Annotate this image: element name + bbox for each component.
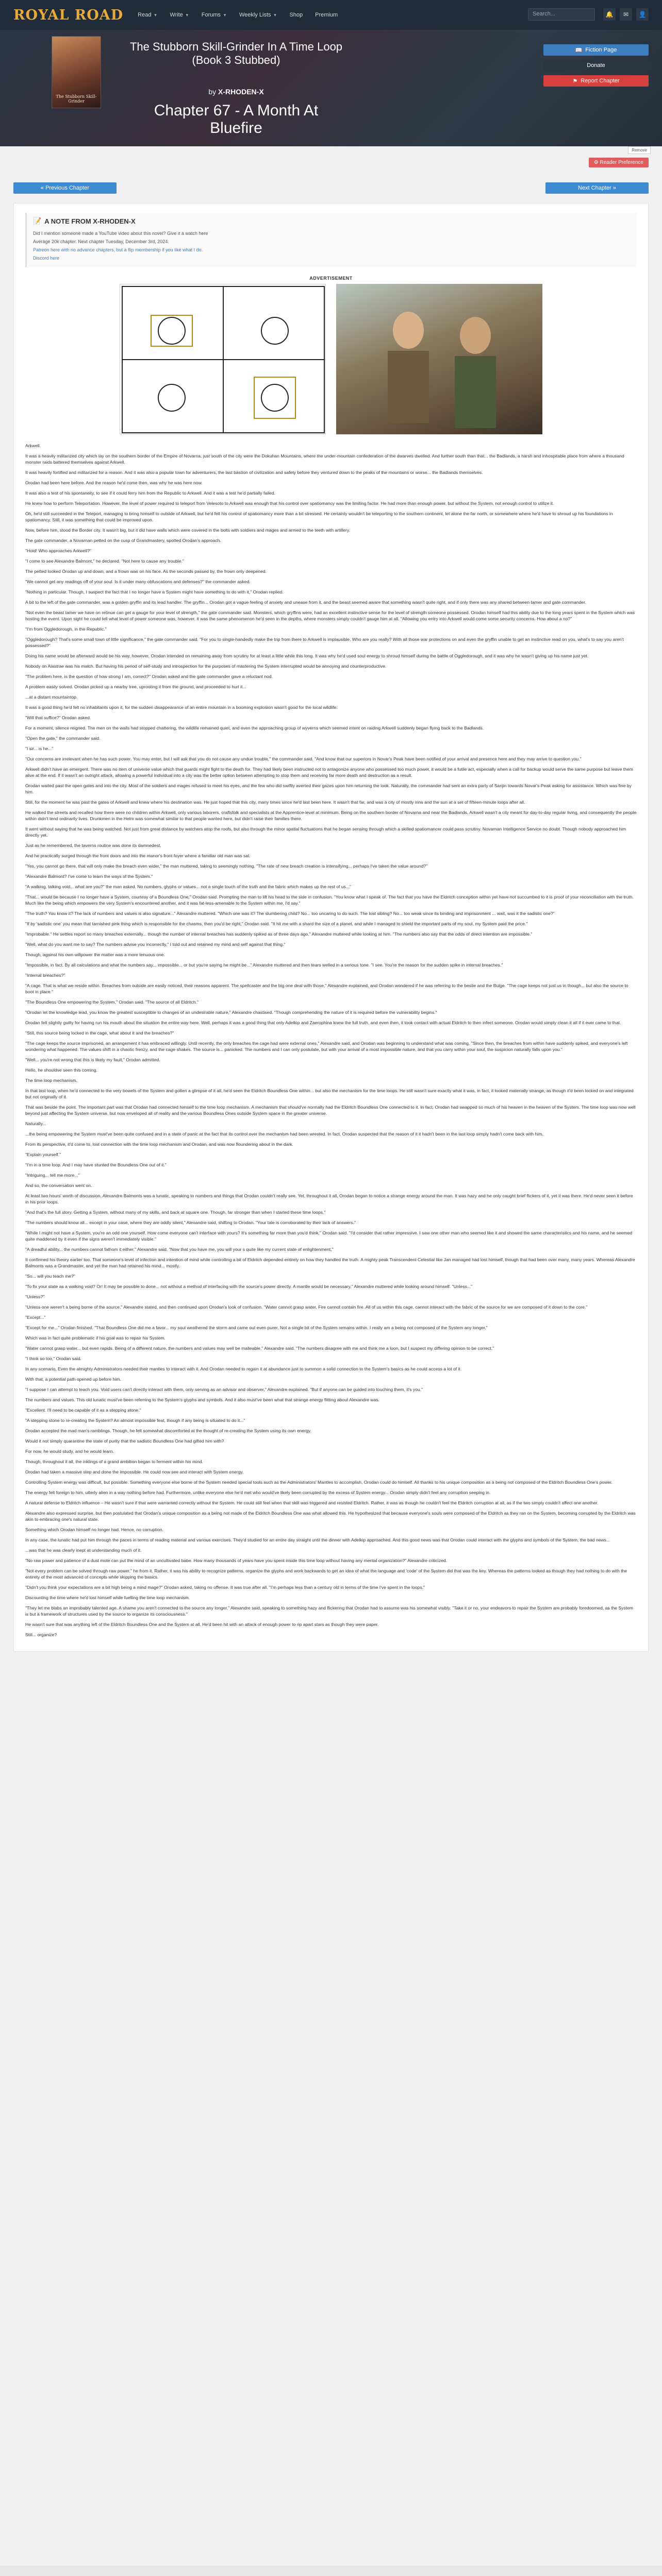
chapter-paragraph: Orodan had been here before. And the reason he'd come then, was why he was here now.: [25, 480, 203, 485]
donate-button[interactable]: [543, 60, 649, 71]
chapter-paragraph: "Orodan let the knowledge lead, you know the greatest susceptible to changes of an undesirable nature," Alexandre chastised. "Though comprehending the nature of it is required before the vulnerability begins.": [25, 1010, 437, 1015]
chapter-paragraph: Alexandre also expressed surprise, but then postulated that Orodan's unique composition as a being not made of the Eldritch Boundless One was what allowed this. He hypothesized that because everyone's souls were composed of the Eldritch as they ran on the System, becoming corrupted by the Eldritch was akin to embracing one's natural state.: [25, 1511, 636, 1522]
user-icons: [603, 8, 649, 21]
chapter-paragraph: Naturally...: [25, 1121, 46, 1126]
chapter-paragraph: Arkwell.: [25, 443, 41, 448]
chapter-paragraph: "If by 'sadistic one' you mean that tarnished pink thing which is responsible for the chasms, then you'd be right," Orodan said. "It hit me with a shard the size of a planet, and while I managed to shield the important parts of my soul, my System paid the price.": [25, 921, 528, 926]
chapter-paragraph: "Nothing in particular. Though, I suspect the fact that I no longer have a System might have something to do with it," Orodan replied.: [25, 589, 284, 595]
chapter-paragraph: He knew how to perform Teleportation. However, the level of power required to teleport from Velesoto to Arkwell was enough that his control over spatiomancy was the limiting factor. He had more than enough power, but without the System, not enough control to utilize it.: [25, 501, 554, 506]
chapter-paragraph: "Alexandre Balmont? I've come to learn the ways of the System.": [25, 874, 153, 879]
chapter-paragraph: "A walking, talking void... what are you?" the man asked. No numbers, glyphs or values... not a single touch of the truth and the fabric which makes up the rest of us...": [25, 884, 352, 889]
chapter-paragraph: "We cannot get any readings off of your soul. Is it under many obfuscations and defenses?" the commander asked.: [25, 579, 251, 584]
chapter-paragraph: "I come to see Alexandre Balmont," he declared. "Not here to cause any trouble.": [25, 558, 184, 564]
chapter-paragraph: In that last loop, when he'd connected to the very bowels of the System and gotten a glimpse of it all, he'd seen the Eldritch Boundless One within... but also the mechanism for the time loops. He still wasn't sure exactly what it was, in fact, it looked materially strange, as though it'd been locked on and integrated but not originally of it.: [25, 1088, 634, 1099]
chapter-paragraph: It was a good thing he'd felt no inhabitants upon it, for the sudden disappearance of an entire mountain in a booming explosion wasn't good for the local wildlife.: [25, 705, 338, 710]
ad-image-characters[interactable]: [336, 284, 542, 434]
search-input[interactable]: Search...: [528, 8, 595, 21]
nav-item-forums[interactable]: [196, 10, 232, 20]
nav-item-label: Premium: [315, 12, 338, 18]
chapter-toolbar: [13, 146, 649, 182]
comic-illustration: [120, 284, 326, 435]
top-navbar: [0, 0, 662, 30]
chapter-paragraph: For a moment, silence reigned. The men on the walls had stopped chattering, the wildlife remained quiet, and even the approaching group of wyverns which seemed intent on raiding Arkwell suddenly began flying back to the Badlands.: [25, 725, 484, 731]
author-prefix: by: [208, 88, 217, 96]
header-actions: [543, 44, 649, 87]
chapter-paragraph: Something which Orodan himself no longer had. Hence, no corruption.: [25, 1527, 163, 1532]
chapter-paragraph: It confirmed his theory earlier too. That someone's level of infection and intention of mind while controlling a bit of Eldritch depended entirely on how they handled the truth. A mighty peak Transcendent Celestial like Jan managed had lost himself, though that had been over many, many years. Whereas Alexandre Balmonts was a Grandmaster, and yet the man had retained his mind... mostly.: [25, 1257, 635, 1268]
chapter-paragraph: "Improbable." He settles report so many breaches externally... though the number of internal breaches has suddenly spiked as of three days ago," Alexandre muttered while looking at him. "The numbers also say that the odds of direct intention are impossible.": [25, 931, 533, 937]
book-icon: 📖: [575, 47, 583, 54]
chapter-paragraph: "I sir... is he...": [25, 746, 54, 751]
author-note: [25, 213, 637, 267]
chapter-paragraph: "I'm from Oggledorough, in the Republic.": [25, 626, 107, 632]
chapter-paragraph: It went without saying that he was being watched. Not just from great distance by watchers atop the roofs, but also through the minor spatial fluctuations that he began sensing through which a skilled spatiomancer could pass scrutiny. Novarnan Intelligence Service no doubt. Though nobody approached him directly yet.: [25, 826, 626, 838]
chevron-down-icon: ▼: [185, 12, 189, 18]
chapter-paragraph: He wasn't sure that was anything left of the Eldritch Boundless One and the System at all. He'd been hit with an attack of enough power to rip apart stars as though they were paper.: [25, 1622, 379, 1627]
chapter-title: Chapter 67 - A Month At Bluefire: [154, 102, 319, 137]
nav-item-weekly-lists[interactable]: [234, 10, 282, 20]
author-note-link[interactable]: [33, 255, 631, 262]
chapter-paragraph: "Explain yourself.": [25, 1152, 61, 1157]
site-logo[interactable]: ROYAL ROAD: [13, 7, 124, 23]
chapter-paragraph: "Intriguing... tell me more...": [25, 1173, 80, 1178]
chapter-paragraph: "Well... you're not wrong that this is likely my fault," Orodan admitted.: [25, 1057, 160, 1062]
chapter-paragraph: Still, for the moment he was past the gates of Arkwell and knew where his destination was. He just hoped that this city, many times since he'd last been here. It wasn't that far, and was a city of mostly inns and the sun at a set of fifteen-minute loops after all.: [25, 800, 525, 805]
chapter-paragraph: In any scenario, Even the almighty Administrators needed their mantles to interact with it. And Orodan needed to regain it at abundance just to summon a solid connection to the System's basics as he could access a lot of it.: [25, 1366, 462, 1371]
chapter-paragraph: The energy felt foreign to him, utterly alien in a way nothing before had. Furthermore, unlike everyone else he'd met who would've likely been corrupted by the excess of System energy... Orodan simply didn't feel any corruption seeping in.: [25, 1490, 491, 1495]
chapter-paragraph: ...the being empowering the System must've been quite confused and in a state of panic at the fact that its control over the mechanism had been wrested. In fact, Orodan suspected that the reason of it it hadn't been in the last loop simply hadn't come back with him.: [25, 1131, 543, 1137]
nav-item-shop[interactable]: [284, 10, 308, 20]
chapter-paragraph: Still... organize?: [25, 1632, 57, 1637]
author-link[interactable]: X-RHODEN-X: [218, 88, 264, 96]
author-note-link[interactable]: [33, 247, 631, 253]
chapter-paragraph: "Oggledorough? That's some small town of little significance," the gate commander said. "For you to single-handedly make the trip from there to Arkwell is implausible. Who are you really? With all those war protections on and even the gryffin unable to get an instinctive read on you, what's to say you aren't possessed?": [25, 637, 624, 648]
chapter-paragraph: A natural defense to Eldritch influence – He wasn't sure if that were warranted correctly without the System. He could still feel when that skill was triggered and resisted Eldritch. Rather, it was as though he couldn't feel the Eldritch corruption at all, as if the two simply couldn't affect one another.: [25, 1500, 599, 1505]
reader-preference-button[interactable]: [589, 158, 649, 167]
chapter-paragraph: "Not every problem can be solved through raw power," he from it. Rather, it was his ability to recognize patterns, organize the glyphs and work backwards to get an idea of what the language and 'code' of the System did that was the key. Whereas the patterns looked as though they had nothing to do with the entirety of the most advanced of concepts while skipping the basics.: [25, 1568, 627, 1580]
chapter-paragraph: "Water cannot grasp water... but even rapids. Being of a different nature, the numbers and values may well be malleable," Alexandre said. "The numbers disagree with me and think me a loon, but I suspect my differing opinion to be correct.": [25, 1346, 494, 1351]
nav-item-label: Shop: [289, 12, 303, 18]
chapter-paragraph: With that, a potential path opened up before him.: [25, 1377, 121, 1382]
chapter-paragraph: "Unless one weren't a being borne of the source," Alexandre stated, and then continued upon Orodan's look of confusion. "Water cannot grasp water. Fire cannot contain fire. All of us within this cage, cannot interact with the fabric of the source for we are composed of it down to the core.": [25, 1304, 588, 1310]
chapter-paragraph: "Not even the beast tamer we have on retinue can get a gauge for your level of strength," the gate commander said. Monsters, which gryffins were, had an excellent instinctive sense for the level of strength someone possessed. Orodan himself had this ability due to the long years spent in the System which was hosting the event. Upon sight he could tell what level of power someone was, however, it was the same phenomenon he'd seen in the depths, where monsters simply couldn't gauge him at all. "Allowing you entry into Arkwell would come some security concerns. How about a no?": [25, 610, 635, 621]
next-label: Next Chapter: [578, 185, 611, 191]
remove-ad-button[interactable]: Remove: [628, 146, 651, 154]
chapter-paragraph: "Except...": [25, 1315, 46, 1320]
chapter-paragraph: Though, throughout it all, the inklings of a grand ambition began to ferment within his mind.: [25, 1459, 203, 1464]
fiction-title[interactable]: The Stubborn Skill-Grinder In A Time Loop (Book 3 Stubbed): [129, 40, 343, 66]
chapter-paragraph: "Didn't you think your expectations are a bit high being a mind mage?" Orodan asked, taking no offense. It was true after all. "I'm perhaps less than a century old in terms of the time I've spent in the loops.": [25, 1585, 425, 1590]
chapter-paragraph: Which was in fact quite problematic if his goal was to repair his System.: [25, 1335, 166, 1341]
chapter-paragraph: The petted looked Orodan up and down, and a frown was on his face. As the seconds passed by, the frown only deepened.: [25, 569, 267, 574]
chapter-paragraph: "While I might not have a System, you're an odd one yourself. How come everyone can't interface with yours? It's something far more than you'd think," Orodan said. "I'd consider that rather impressive. I saw one other man who seemed like it and showed the same characteristics and his name, and he seemed quite maddened by it even if the signs weren't immediately visible.": [25, 1230, 633, 1242]
chevron-down-icon: ▼: [273, 12, 277, 18]
chapter-paragraph: And so, the conversation went on.: [25, 1183, 92, 1188]
chapter-paragraph: Doing his name would be afterward would be his way, however, Orodan intended on remaining away from scrutiny for at least a little while this long. It was why he'd used soul energy to shroud himself during the battle of Oggledorough, and it was why he wasn't giving up his name just yet.: [25, 653, 589, 658]
nav-item-label: Read: [138, 12, 152, 18]
nav-item-label: Forums: [201, 12, 221, 18]
chapter-paragraph: The gate commander, a Novarnan petted on the cusp of Grandmastery, spotted Orodan's approach.: [25, 538, 221, 543]
bell-icon[interactable]: 🔔: [603, 8, 616, 21]
chapter-paragraph: "Except for me..." Orodan finished. "That Boundless One did me a favor... my soul weathered the storm and came out even purer. Not a single bit of the System remains within. I really am a being not composed of the System any longer.": [25, 1325, 488, 1330]
chapter-paragraph: "Still, this source being locked in the cage, what about it and the breaches?": [25, 1030, 174, 1036]
chapter-paragraph: Orodan waited past the open gates and into the city. Most of the soldiers and mages refused to meet his eyes, and the few who did swiftly averted their gazes upon him returning the look. Naturally, the commander had sent an extra party of Sanjin towards Novar's Peak asking for assistance. Which was fine by him.: [25, 783, 632, 794]
chapter-paragraph: Nobody on Alastrae was his match. But having his period of self-study and introspection for the purposes of mastering the System interrupted would be annoying and counterproductive.: [25, 664, 387, 669]
nav-item-write[interactable]: [164, 10, 194, 20]
donate-label: Donate: [587, 62, 605, 69]
ad-images: [25, 284, 637, 434]
chapter-paragraph: Orodan accepted the mad man's ramblings. Though, he felt somewhat discomforted at the thought of re-creating the System using its own energy.: [25, 1428, 311, 1433]
chapter-paragraph: It was also a test of his spontaneity, to see if it could ferry him from the Republic to Arkwell. And it was a test he'd partially failed.: [25, 490, 275, 496]
chapter-paragraph: ...at a distant mountaintop.: [25, 694, 78, 700]
author-note-line: Average 20k chapter. Next chapter Tuesday, December 3rd, 2024.: [33, 239, 169, 244]
chapter-paragraph: "Hold! Who approaches Arkwell?": [25, 548, 91, 553]
ad-image-comic[interactable]: [120, 284, 326, 434]
chapter-paragraph: "And that's the full story. Getting a System, without many of my skills, and back at square one. Though, far stronger than when I started these time loops.": [25, 1210, 326, 1215]
chapter-paragraph: "The problem here, is the question of how strong I am, correct?" Orodan asked and the gate commander gave a reluctant nod.: [25, 674, 273, 679]
chapter-paragraph: A problem easily solved. Orodan picked up a nearby tree, uprooting it from the ground, and proceeded to hurl it...: [25, 684, 246, 689]
chapter-paragraph: "Excellent. I'll need to be capable of it as a stepping stone.": [25, 1408, 141, 1413]
previous-chapter-button[interactable]: [13, 182, 117, 194]
chapter-paragraph: Now, before him, stood the Border city. It wasn't big, but it did have walls which were covered in the bolts with soldiers and mages and armed to the teeth with artillery.: [25, 528, 350, 533]
chapter-paragraph: "So... will you teach me?": [25, 1274, 75, 1279]
chapter-paragraph: "The numbers should know all... except in your case, where they are oddly silent," Alexandre said, shifting to Orodan. "Your tale is corroborated by their lack of answers.": [25, 1220, 356, 1225]
chapter-paragraph: Just as he remembered, the taverns routine was done its damnedest.: [25, 843, 161, 848]
chapter-paragraph: That was beside the point. The important part was that Orodan had connected himself to the time loop mechanism. A mechanism that should've normally had the Eldritch Boundless One connected to it. In fact, Orodan had swapped so much of his heaven in the heaven of the System. The time loop was now well beyond just affecting the System universe, but now enveloped all of reality and the various Boundless Ones outside System space in the greater universe.: [25, 1105, 636, 1116]
author-note-line: Did I mention someone made a YouTube video about this novel? Give it a watch here: [33, 231, 208, 236]
chapter-paragraph: "A stepping stone to re-creating the System? An almost impossible feat, though if any being is situated to do it...": [25, 1418, 245, 1423]
chapter-paragraph: Oh, he'd still succeeded in the Teleport, managing to bring himself to outside of Arkwell, but he'd felt his control of spatiomancy more than a bit stressed. He certainly wouldn't be teleporting to the southern continent, let alone the far north, or somewhere where he'd have to shroud up his foundations in spatiomancy. Still, it was something that could be improved upon.: [25, 511, 613, 522]
chapter-paragraph: "Well, what do you want me to say? The numbers advise you incorrectly," I told out and retained my mind and self against that thing.": [25, 942, 286, 947]
nav-item-premium[interactable]: [310, 10, 343, 20]
gear-icon: ⚙: [593, 160, 599, 165]
nav-item-label: Weekly Lists: [239, 12, 271, 18]
chapter-paragraph: For now, he would study, and he would learn.: [25, 1449, 114, 1454]
chapter-paragraph: Discounting the time where he'd lost himself while fuelling the time loop mechanism.: [25, 1595, 190, 1600]
chapter-paragraph: "No raw power and patience of a dust mote can put the mind of an uncultivated babe. How many thousands of years have you spent inside this time loop without having any mental organization?" Alexandre criticized.: [25, 1558, 448, 1563]
chapter-paragraph: In any case, the lunatic had put him through the paces in terms of reading material and various exercises. They'd studied for an entire day straight until the dinner with Adelkip approached. And this good news was that Orodan could interact with the glyphs and symbols of the System, the bad news...: [25, 1537, 610, 1543]
chapter-paragraph: "They let me blabs an improbably talented age. A shame you aren't connected to the source any longer," Alexandre said, speaking to something hazy and flickering that Orodan had to assume was his somewhat visibly. "Take it or no, your endeavors to repair the System are probably foredoomed, as the System is but a framework of structures used by the source to organize its consciousness.": [25, 1605, 634, 1617]
chapter-nav-top: [13, 182, 649, 194]
main-content: [0, 146, 662, 1652]
chapter-paragraph: "Impossible, in fact. By all calculations and what the numbers say... impossible... or but you're saying he might be..." Alexandre muttered and then tears welled in a serious tone. "I see. You're the reason for the sudden spike in internal breaches.": [25, 962, 503, 968]
nav-item-label: Write: [170, 12, 183, 18]
chapter-paragraph: Controlling System energy was difficult, but possible. Something everyone else borne of the System needed special tools such as the Administrators' Mantles to accomplish, Orodan could do himself. All thanks to his unique composition as a being not composed of the Eldritch Boundless One's power.: [25, 1480, 613, 1485]
chapter-paragraph: "The cage keeps the source imprisoned, an arrangement it has embraced willingly. Until recently, the only breaches the cage had were external ones," Alexandre said, and Orodan was beginning to understand what was coming. "Since then, the breaches from within have suddenly spiked, and everyone's left wondering what happened. The values shift in a chaotic frenzy, and the cage shakes. The source is... panicked. The numbers and I can only postulate, but with your arrival of a most impossible nature, and that you carry within your soul, the suspicion naturally falls upon you.": [25, 1041, 628, 1052]
chapter-paragraph: "The truth? You know it? The lack of numbers and values is also signature..." Alexandre muttered. "Which one was it? The slumbering child? No... too uncaring to do such. The lost sibling? No... too weak since its binding and imprisonment ... wait, was it the sadistic one?": [25, 911, 555, 916]
nav-menu: [133, 10, 343, 20]
chapter-paragraph: "Will that suffice?" Orodan asked.: [25, 715, 91, 720]
page-footer: [0, 2566, 662, 2576]
envelope-icon[interactable]: ✉: [620, 8, 632, 21]
chapter-paragraph: Would it not simply quarantine the state of purity that the sadistic Boundless One had gifted him with?: [25, 1438, 224, 1444]
chapter-paragraph: "To fix your state as a walking void? Or! It may be possible to done... not without a method of interfacing with the source's power directly. A mantle would be necessary," Alexandre muttered while looking around himself. "Unless...": [25, 1284, 473, 1289]
next-chapter-button[interactable]: [545, 182, 649, 194]
chevron-down-icon: ▼: [223, 12, 227, 18]
report-chapter-button[interactable]: [543, 75, 649, 87]
chapter-header: [0, 30, 662, 146]
fiction-cover[interactable]: [52, 36, 101, 108]
fiction-page-label: Fiction Page: [585, 47, 617, 53]
chevron-left-icon: «: [40, 185, 44, 191]
user-icon[interactable]: 👤: [636, 8, 649, 21]
chapter-paragraph: From its perspective, it'd come to, lost connection with the time loop mechanism and Orodan, and was now floundering about in the dark.: [25, 1142, 293, 1147]
chapter-paragraph: A bit to the left of the gate commander, was a golden gryffin and its lead handler. The gryffin... Orodan got a vague feeling of anxiety and unease from it, and the beast seemed aware that something wasn't quite right, and if only there was any shared between tamer and gate commander.: [25, 600, 586, 605]
chapter-paragraph: "I suppose I can attempt to teach you. Void users can't directly interact with them, only serving as an advisor and observer," Alexandre explained. "But if anyone can be guided into touching them, it's you.": [25, 1387, 423, 1392]
advertisement-label: ADVERTISEMENT: [309, 276, 353, 281]
chapter-paragraph: Arkwell didn't have an emergent. There was no item of universe value which that guards might fight to the death for. They had likely been instructed not to antagonize anyone who possessed too much power, it would be a futile act, especially when a call for backup would serve the same purpose but leave them alive at the end. If it wasn't an outright attack, allowing a powerful individual into a city was the better option between attempting to stop them and receiving far more death and destruction as a result.: [25, 767, 633, 778]
cover-text: The Stubborn Skill-Grinder: [56, 94, 97, 104]
chapter-paragraph: Though, against his own willpower the matter was a more tenuous one.: [25, 952, 165, 957]
chapter-paragraph: "Open the gate," the commander said.: [25, 736, 101, 741]
chapter-paragraph: The numbers and values. This old lunatic must've been referring to the System's glyphs and symbols. And it also must've been what that strange energy flitting about Alexandre was.: [25, 1397, 379, 1402]
chapter-paragraph: At least two hours' worth of discussion. Alexandre Balmonts was a lunatic, speaking to numbers and things that Orodan couldn't really see. Yet, throughout it all, Orodan began to notice a strange energy around the man. It was hazy and he only caught brief flickers of it, yet it was there. He'd never seen it before in his prior loops.: [25, 1193, 633, 1205]
patreon-link[interactable]: Patreon here with no advance chapters, but a flip membership if you like what I do.: [33, 247, 203, 252]
chapter-paragraph: "Yes, you cannot go there, that will only make the breach even wider," the man muttered, taking to seemingly nothing. "The rate of new breach creation is intensifying... perhaps I've taken the value around?": [25, 863, 428, 869]
author-note-heading: [33, 217, 631, 225]
discord-link[interactable]: Discord here: [33, 256, 60, 261]
chapter-paragraph: Hello, he shouldve seen this coming.: [25, 1067, 97, 1073]
chapter-paragraph: "The Boundless One empowering the System," Orodan said. "The source of all Eldritch.": [25, 999, 199, 1005]
chevron-right-icon: »: [613, 185, 616, 191]
chapter-paragraph: "A cage. That is what we reside within. Breaches from outside are easily noticed, their reasons apparent. The spellcaster and the big one deal with those," Alexandre explained, and Orodan wondered if he was referring to the bestie and the Bulge. "The cage keeps not just us in though... but also the source to boot in place.": [25, 983, 628, 994]
report-label: Report Chapter: [581, 78, 620, 84]
chapter-paragraph: He walked the streets and recalled how there were no children within Arkwell, only various laborers, craftsfolk and specialists at the Apprentice-level at minimum. Being on the southern border of Novarna and near the Badlands, Arkwell wasn't a city meant for day-to-day regular living, and consequently the people within didn't tend ordinarily lives. Drunkmen in the Helm was somewhat similar to that people wanted here, but didn't raise their families there.: [25, 810, 637, 821]
chapter-paragraph: Orodan felt slightly guilty for having run his mouth about the situation the entire way here. Well, perhaps it was a good thing that only Adelkip and Zaerophina knew the full truth, and even then, it took contact with actual Eldritch to then infect someone. Orodan would simply clean it all if it ever came to that.: [25, 1020, 621, 1025]
prev-label: Previous Chapter: [45, 185, 90, 191]
chapter-paragraph: Orodan had taken a massive step and done the impossible. He could now see and interact with System energy.: [25, 1469, 244, 1475]
chapter-paragraph: "I think so too," Orodan said.: [25, 1356, 81, 1361]
author-line: [128, 88, 344, 96]
chapter-paragraph: It was heavily fortified and militarized for a reason. And it was also a popular town for adventurers, the last bastion of civilization and safety before they ventured down to the peaks of the mountains or worse... the Badlands themselves.: [25, 470, 483, 475]
chapter-paragraph: "I'm in a time loop. And I may have stunted the Boundless One out of it.": [25, 1162, 167, 1167]
note-icon: 📝: [33, 217, 42, 225]
chapter-content: [25, 443, 637, 1638]
chapter-paragraph: "Internal breaches?": [25, 973, 65, 978]
chapter-paragraph: "A dreadful ability... the numbers cannot fathom it either," Alexandre said, "Now that you have me, you will your s quite like my current state of enlightenment.": [25, 1247, 334, 1252]
character-illustration: [336, 284, 542, 434]
chapter-paragraph: It was a heavily militarized city which lay on the southern border of the Empire of Novarna, just south of the city were the Dokuhan Mountains, where the under-mountain confederation of the dwarves dwelled. And further south than that... the Badlands, a harsh and inhospitable place from where a thousand monster raids battered themselves against Arkwell.: [25, 453, 624, 465]
chapter-paragraph: And he practically surged through the front doors and into the manor's front foyer where a familiar old man was sat.: [25, 853, 251, 858]
chapter-paragraph: "That... would be because I no longer have a System, courtesy of a Boundless One," Orodan said. Prompting the man to lift his head to the side in confusion. "You know what I speak of. The fact that you have the Eldritch conception within yet have not succumbed to it is proof of your reconciliation with the truth. Much like the being which empowers the very System's encountered another, and it was fat-less-amenable to the System within me, I'd say.": [25, 894, 634, 906]
chapter-paragraph: "Unless?": [25, 1294, 45, 1299]
flag-icon: ⚑: [572, 78, 578, 84]
fiction-page-button[interactable]: [543, 44, 649, 56]
chevron-down-icon: ▼: [153, 12, 158, 18]
chapter-paragraph: ...was that he was clearly inept at understanding much of it.: [25, 1548, 142, 1553]
nav-item-read[interactable]: [133, 10, 162, 20]
chapter-paragraph: "Our concerns are irrelevant when he has such power. You may enter, but I will ask that you do not cause any undue trouble," the commander said. "And know that our superiors in Novar's Peak have been notified of your arrival and presence here and they may arrive to question you.": [25, 756, 582, 761]
chapter-paragraph: The time loop mechanism.: [25, 1078, 77, 1083]
reader-preference-label: Reader Preference: [600, 160, 643, 165]
author-note-title: A NOTE FROM X-RHODEN-X: [44, 217, 136, 225]
